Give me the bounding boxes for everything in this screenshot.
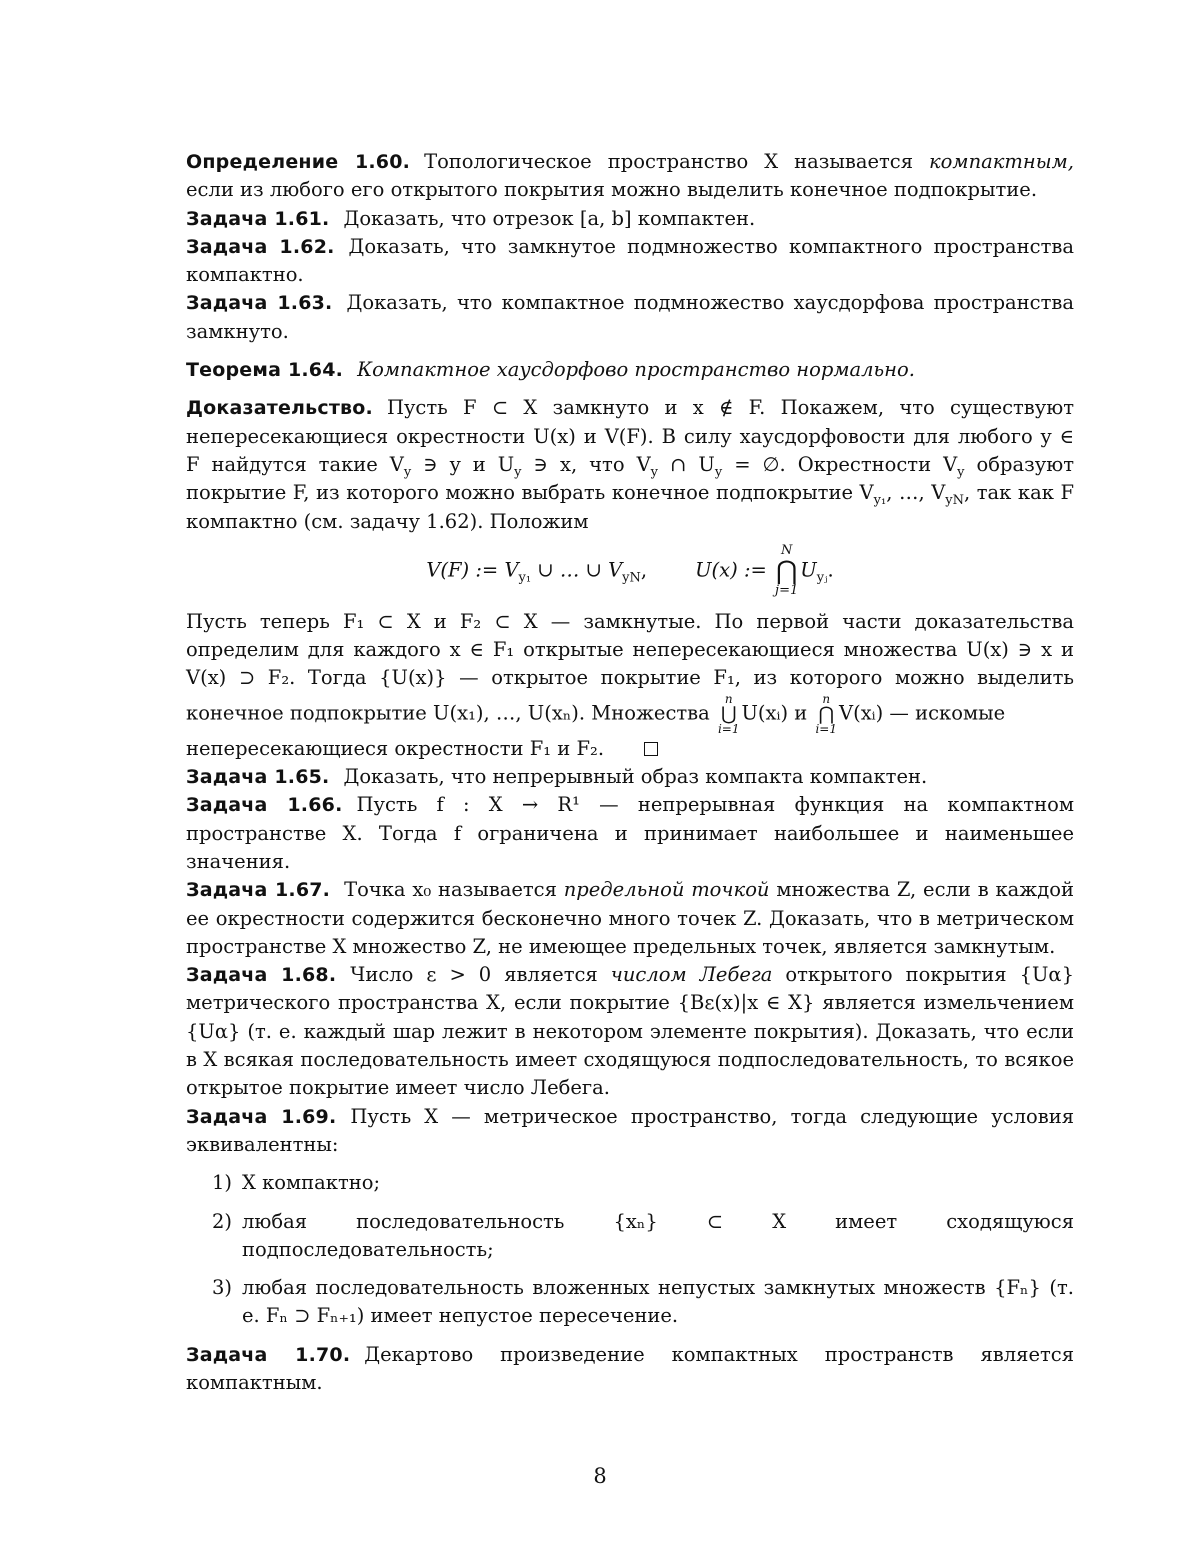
item-text: любая последовательность вложенных непустых замкнутых множеств {Fₙ} (т. е. Fₙ ⊃ Fₙ₊₁) имеет непустое пересечение. (242, 1276, 1074, 1328)
task-text-pre: Число ε > 0 является (350, 963, 611, 987)
task-label: Задача 1.66. (186, 794, 343, 817)
theorem-1-64 (186, 356, 1074, 384)
subscript: y (403, 464, 412, 480)
task-text: Доказать, что компактное подмножество хаусдорфова пространства замкнуто. (186, 291, 1074, 343)
task-text-post: открытого покрытия {Uα} метрического пространства X, если покрытие {Bε(x)|x ∈ X} является измельчением {Uα} (т. е. каждый шар лежит в некотором элементе покрытия). Доказать, что если в X всякая последовательность имеет сходящуюся подпоследовательность, то всякое открытое покрытие имеет число Лебега. (186, 963, 1074, 1100)
subscript: yN (622, 570, 641, 586)
task-label: Задача 1.68. (186, 964, 337, 987)
page-number: 8 (593, 1464, 607, 1488)
intersection-symbol: ⋂ (818, 702, 835, 725)
task-1-70 (186, 1341, 1074, 1398)
upper-limit: n (724, 691, 733, 706)
task-1-61 (186, 205, 1074, 233)
proof-label: Доказательство. (186, 397, 373, 420)
equation-right: U(x) := (695, 558, 774, 582)
task-text: Доказать, что замкнутое подмножество компактного пространства компактно. (186, 234, 1074, 287)
definition-text-post: если из любого его открытого покрытия можно выделить конечное подпокрытие. (186, 178, 1038, 202)
task-term: предельной точкой (563, 878, 770, 902)
proof-paragraph-2 (186, 608, 1074, 763)
proof-paragraph-1 (186, 394, 1074, 535)
list-item (212, 1274, 1074, 1331)
proof-text: V(xᵢ) — искомые (839, 701, 1006, 725)
subscript: y₁ (873, 493, 887, 509)
qed-square-icon (644, 742, 658, 756)
task-1-68 (186, 961, 1074, 1102)
subscript: yⱼ (816, 570, 828, 586)
upper-limit: n (822, 691, 831, 706)
equation-left: V(F) := V (426, 558, 519, 582)
conditions-list (212, 1169, 1074, 1330)
lower-limit: i=1 (717, 721, 740, 736)
list-item (212, 1208, 1074, 1265)
task-label: Задача 1.65. (186, 766, 330, 789)
proof-text: образуют покрытие F, из которого можно выбрать конечное подпокрытие V (186, 452, 1074, 505)
definition-term: компактным, (929, 150, 1074, 173)
big-union (718, 693, 740, 735)
lower-limit: i=1 (815, 721, 837, 736)
equation-mid: ∪ … ∪ V (531, 558, 623, 582)
task-label: Задача 1.62. (186, 235, 335, 258)
proof-text: , так как F компактно (см. задачу 1.62). Положим (186, 481, 1074, 533)
proof-text: ∋ y и U (411, 452, 515, 476)
proof-text: ∋ x, что V (521, 452, 651, 476)
task-1-62 (186, 233, 1074, 290)
task-term: числом Лебега (610, 963, 773, 987)
item-number: 3) (212, 1276, 233, 1300)
item-text: любая последовательность {xₙ} ⊂ X имеет сходящуюся подпоследовательность; (242, 1209, 1074, 1261)
task-1-67 (186, 876, 1074, 961)
task-1-66 (186, 791, 1074, 876)
task-text: Пусть f : X → R¹ — непрерывная функция на компактном пространстве X. Тогда f ограничена и принимает наибольшее и наименьшее значения. (186, 793, 1074, 873)
task-text-post: множества Z, если в каждой ее окрестности содержится бесконечно много точек Z. Доказать, что в метрическом пространстве X множество Z, не имеющее предельных точек, является замкнутым. (186, 878, 1074, 958)
task-label: Задача 1.63. (186, 292, 333, 315)
proof-text: ∩ U (658, 452, 715, 476)
display-equation: V(F) := $V_{y_1}$ ∪ … ∪ $V_{yN}$, U(x) := N ⋂ j=1 $U_{yⱼ}$. (426, 542, 834, 598)
item-text: X компактно; (242, 1171, 381, 1195)
subscript: y (714, 464, 723, 480)
definition-1-60 (186, 148, 1074, 205)
big-intersection (775, 544, 798, 598)
intersection-symbol: ⋂ (775, 555, 798, 586)
proof-text: непересекающиеся окрестности F₁ и F₂. (186, 736, 605, 760)
subscript: yN (945, 493, 965, 509)
subscript: y (650, 464, 659, 480)
item-number: 2) (212, 1209, 233, 1233)
task-1-69 (186, 1103, 1074, 1160)
lower-limit: j=1 (775, 582, 799, 598)
page-body (186, 148, 1074, 1397)
theorem-text: Компактное хаусдорфово пространство нормально. (357, 358, 915, 382)
subscript: y (957, 464, 965, 480)
proof-text: , …, V (886, 481, 946, 505)
proof-text: U(xᵢ) и (741, 701, 814, 725)
big-intersection (815, 693, 837, 735)
task-text: Пусть X — метрическое пространство, тогда следующие условия эквивалентны: (186, 1104, 1074, 1156)
task-1-63 (186, 289, 1074, 346)
task-text: Доказать, что непрерывный образ компакта компактен. (343, 765, 928, 789)
subscript: y (514, 464, 522, 480)
subscript: y₁ (518, 570, 532, 586)
task-label: Задача 1.61. (186, 207, 330, 230)
task-label: Задача 1.69. (186, 1105, 337, 1128)
task-label: Задача 1.70. (186, 1343, 351, 1366)
equation-right-post: U (800, 558, 817, 582)
proof-text: Пусть F ⊂ X замкнуто и x ∉ F. Покажем, что существуют непересекающиеся окрестности U(x) и V(F). В силу хаусдорфовости для любого y ∈ F найдутся такие V (186, 396, 1074, 476)
item-number: 1) (212, 1171, 233, 1195)
definition-label: Определение 1.60. (186, 151, 411, 173)
task-text: Декартово произведение компактных пространств является компактным. (186, 1342, 1074, 1394)
task-text-pre: Точка x₀ называется (344, 878, 564, 902)
theorem-label: Теорема 1.64. (186, 359, 344, 382)
proof-text: Пусть теперь F₁ ⊂ X и F₂ ⊂ X — замкнутые. По первой части доказательства определим для каждого x ∈ F₁ открытые непересекающиеся множества U(x) ∋ x и V(x) ⊃ F₂. Тогда {U(x)} — открытое покрытие F₁, из которого можно выделить конечное подпокрытие U(x₁), …, U(xₙ). Множества (186, 609, 1074, 725)
proof-text: = ∅. Окрестности V (722, 452, 958, 476)
list-item (212, 1169, 1074, 1197)
definition-text-pre: Топологическое пространство X называется (424, 150, 930, 173)
upper-limit: N (780, 542, 793, 558)
task-1-65 (186, 763, 1074, 791)
task-label: Задача 1.67. (186, 879, 331, 902)
task-text: Доказать, что отрезок [a, b] компактен. (343, 206, 756, 230)
union-symbol: ⋃ (720, 702, 737, 725)
